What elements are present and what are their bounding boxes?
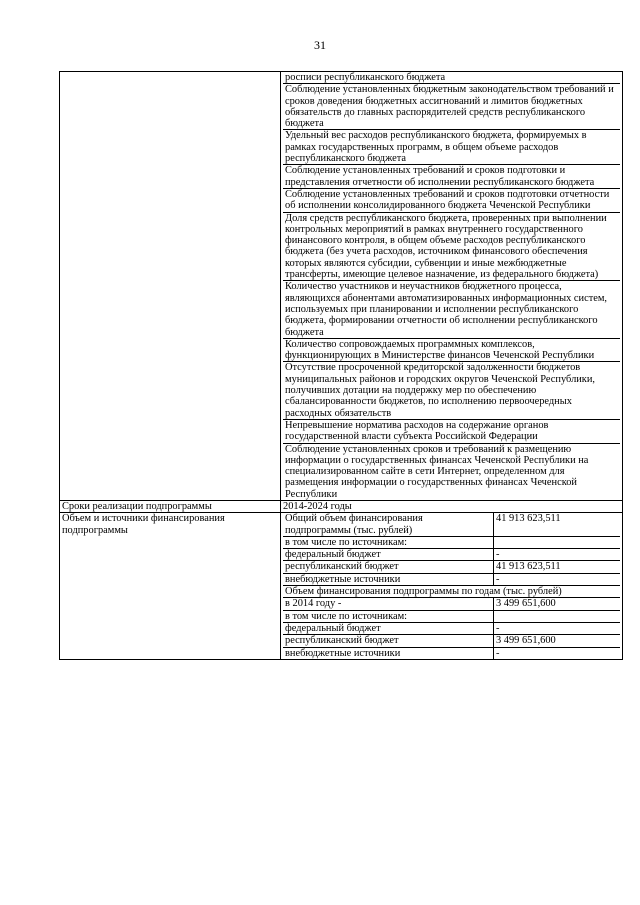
indicator-item: Количество участников и неучастников бюджетного процесса, являющихся абонентами автоматизированных информационных систем, используемых при планировании и исполнении республиканского бюджета, формировании отчетности об исполнении республиканского бюджета — [283, 281, 620, 338]
financing-row-value — [494, 536, 621, 548]
financing-table-row — [283, 549, 620, 561]
financing-row-label: в 2014 году - — [283, 598, 494, 610]
financing-table-row — [283, 573, 620, 585]
financing-row-label: в том числе по источникам: — [283, 536, 494, 548]
financing-table-row — [283, 635, 620, 647]
financing-row-label: республиканский бюджет — [283, 561, 494, 573]
periods-row — [60, 500, 623, 512]
financing-row-value: - — [494, 622, 621, 634]
financing-table — [283, 513, 620, 659]
financing-table-row — [283, 586, 620, 598]
indicators-row — [60, 72, 623, 501]
financing-row-label: республиканский бюджет — [283, 635, 494, 647]
financing-label: Объем и источники финансирования подпрограммы — [60, 513, 281, 660]
indicator-item: росписи республиканского бюджета — [283, 72, 620, 84]
financing-row-label: федеральный бюджет — [283, 549, 494, 561]
financing-row-label: Общий объем финансирования подпрограммы (тыс. рублей) — [283, 513, 494, 536]
financing-row-label: федеральный бюджет — [283, 622, 494, 634]
financing-row-value: - — [494, 549, 621, 561]
periods-label: Сроки реализации подпрограммы — [60, 500, 281, 512]
indicator-item: Соблюдение установленных сроков и требований к размещению информации о государственных финансах Чеченской Республики на специализированном сайте в сети Интернет, определенном для размещения информации о государственных финансах Чеченской Республики — [285, 443, 589, 500]
financing-row-value — [494, 610, 621, 622]
indicators-label-cell — [60, 72, 281, 501]
financing-table-row — [283, 647, 620, 659]
page-number: 31 — [314, 38, 326, 52]
financing-row-value: - — [496, 647, 500, 659]
indicator-item: Удельный вес расходов республиканского бюджета, формируемых в рамках государственных программ, в общем объеме расходов республиканского бюджета — [283, 130, 620, 165]
financing-table-row — [283, 610, 620, 622]
indicator-item: Непревышение норматива расходов на содержание органов государственной власти субъекта Российской Федерации — [283, 420, 620, 444]
financing-row-label: в том числе по источникам: — [283, 610, 494, 622]
indicator-item: Соблюдение установленных требований и сроков подготовки отчетности об исполнении консолидированного бюджета Чеченской Республики — [283, 189, 620, 213]
financing-by-year-heading: Объем финансирования подпрограммы по годам (тыс. рублей) — [283, 586, 620, 598]
indicators-list — [281, 72, 623, 501]
financing-table-row — [283, 536, 620, 548]
financing-row-value: - — [494, 573, 621, 585]
financing-table-row — [283, 622, 620, 634]
financing-row — [60, 513, 623, 660]
financing-cell — [281, 513, 623, 660]
indicator-item: Отсутствие просроченной кредиторской задолженности бюджетов муниципальных районов и городских округов Чеченской Республики, получивших дотации на поддержку мер по обеспечению сбалансированности бюджетов, по исполнению первоочередных расходных обязательств — [283, 362, 620, 419]
indicator-item: Соблюдение установленных бюджетным законодательством требований и сроков доведения бюджетных ассигнований и лимитов бюджетных обязательств до главных распорядителей средств республиканского бюджета — [283, 84, 620, 130]
financing-row-value: 3 499 651,600 — [494, 635, 621, 647]
indicator-item: Доля средств республиканского бюджета, проверенных при выполнении контрольных мероприятий в рамках внутреннего государственного финансового контроля, в общем объеме расходов республиканского бюджета (без учета расходов, источником финансового обеспечения которых являются субсидии, субвенции и иные межбюджетные трансферты, имеющие целевое назначение, из федерального бюджета) — [283, 213, 620, 282]
subprogram-passport-table — [59, 71, 623, 660]
periods-value: 2014-2024 годы — [281, 500, 623, 512]
financing-table-row — [283, 561, 620, 573]
financing-row-value: 41 913 623,511 — [494, 561, 621, 573]
financing-row-label: внебюджетные источники — [283, 573, 494, 585]
financing-table-row — [283, 598, 620, 610]
financing-row-value: 3 499 651,600 — [494, 598, 621, 610]
indicator-item: Количество сопровождаемых программных комплексов, функционирующих в Министерстве финансов Чеченской Республики — [283, 339, 620, 363]
financing-row-value: 41 913 623,511 — [494, 513, 621, 536]
financing-table-row — [283, 513, 620, 536]
financing-row-label: внебюджетные источники — [283, 647, 494, 659]
indicator-item: Соблюдение установленных требований и сроков подготовки и представления отчетности об исполнении республиканского бюджета — [283, 165, 620, 189]
